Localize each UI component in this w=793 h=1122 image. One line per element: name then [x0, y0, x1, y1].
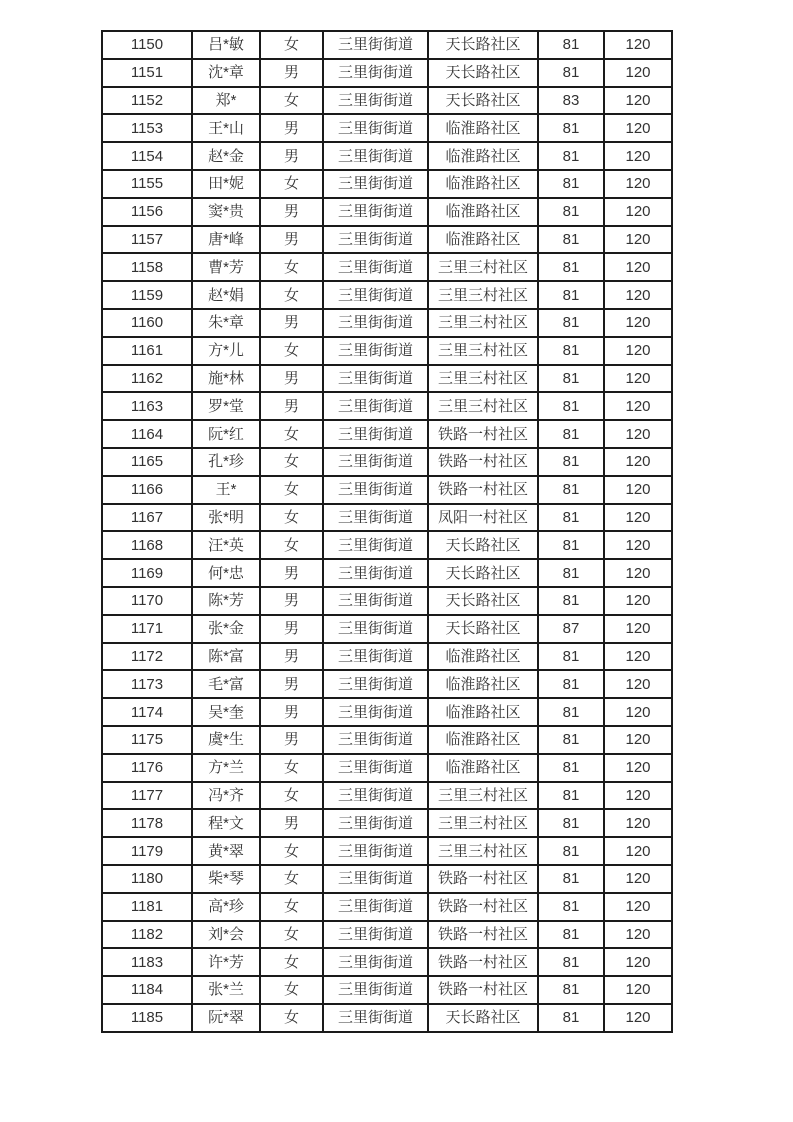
cell-score: 81	[538, 253, 604, 281]
cell-street: 三里街街道	[323, 587, 428, 615]
cell-serial-number: 1158	[102, 253, 192, 281]
cell-amount: 120	[604, 837, 672, 865]
roster-table	[101, 30, 673, 1033]
cell-score: 81	[538, 865, 604, 893]
table-row	[102, 921, 672, 949]
cell-gender: 男	[260, 226, 323, 254]
cell-community: 天长路社区	[428, 559, 538, 587]
cell-serial-number: 1157	[102, 226, 192, 254]
cell-amount: 120	[604, 476, 672, 504]
cell-score: 81	[538, 309, 604, 337]
cell-name: 王*山	[192, 114, 260, 142]
cell-gender: 男	[260, 59, 323, 87]
cell-gender: 女	[260, 253, 323, 281]
cell-community: 天长路社区	[428, 587, 538, 615]
cell-score: 81	[538, 420, 604, 448]
cell-score: 81	[538, 281, 604, 309]
cell-serial-number: 1185	[102, 1004, 192, 1032]
cell-community: 三里三村社区	[428, 782, 538, 810]
cell-street: 三里街街道	[323, 865, 428, 893]
cell-serial-number: 1177	[102, 782, 192, 810]
cell-community: 天长路社区	[428, 59, 538, 87]
cell-amount: 120	[604, 865, 672, 893]
cell-community: 三里三村社区	[428, 253, 538, 281]
cell-serial-number: 1160	[102, 309, 192, 337]
cell-gender: 男	[260, 309, 323, 337]
table-row	[102, 948, 672, 976]
cell-score: 81	[538, 754, 604, 782]
cell-amount: 120	[604, 114, 672, 142]
cell-score: 81	[538, 698, 604, 726]
table-row	[102, 698, 672, 726]
table-row	[102, 809, 672, 837]
table-row	[102, 281, 672, 309]
cell-serial-number: 1162	[102, 365, 192, 393]
cell-serial-number: 1173	[102, 670, 192, 698]
cell-amount: 120	[604, 504, 672, 532]
cell-name: 曹*芳	[192, 253, 260, 281]
cell-serial-number: 1183	[102, 948, 192, 976]
table-row	[102, 504, 672, 532]
cell-amount: 120	[604, 976, 672, 1004]
cell-amount: 120	[604, 531, 672, 559]
cell-serial-number: 1165	[102, 448, 192, 476]
cell-amount: 120	[604, 365, 672, 393]
cell-score: 81	[538, 504, 604, 532]
cell-amount: 120	[604, 698, 672, 726]
cell-street: 三里街街道	[323, 448, 428, 476]
table-row	[102, 309, 672, 337]
cell-serial-number: 1167	[102, 504, 192, 532]
cell-gender: 男	[260, 615, 323, 643]
cell-score: 81	[538, 587, 604, 615]
table-row	[102, 837, 672, 865]
cell-name: 高*珍	[192, 893, 260, 921]
cell-name: 陈*芳	[192, 587, 260, 615]
cell-name: 赵*金	[192, 142, 260, 170]
cell-score: 81	[538, 726, 604, 754]
cell-serial-number: 1161	[102, 337, 192, 365]
table-row	[102, 615, 672, 643]
cell-score: 81	[538, 59, 604, 87]
cell-amount: 120	[604, 726, 672, 754]
table-row	[102, 726, 672, 754]
cell-gender: 女	[260, 31, 323, 59]
cell-community: 天长路社区	[428, 1004, 538, 1032]
cell-amount: 120	[604, 392, 672, 420]
cell-gender: 男	[260, 114, 323, 142]
cell-amount: 120	[604, 142, 672, 170]
cell-amount: 120	[604, 893, 672, 921]
cell-street: 三里街街道	[323, 615, 428, 643]
cell-community: 三里三村社区	[428, 837, 538, 865]
cell-name: 何*忠	[192, 559, 260, 587]
table-row	[102, 226, 672, 254]
cell-amount: 120	[604, 448, 672, 476]
cell-serial-number: 1166	[102, 476, 192, 504]
cell-gender: 女	[260, 87, 323, 115]
cell-amount: 120	[604, 309, 672, 337]
cell-community: 铁路一村社区	[428, 865, 538, 893]
cell-street: 三里街街道	[323, 226, 428, 254]
cell-street: 三里街街道	[323, 809, 428, 837]
cell-community: 临淮路社区	[428, 114, 538, 142]
cell-name: 王*	[192, 476, 260, 504]
cell-amount: 120	[604, 643, 672, 671]
cell-score: 81	[538, 392, 604, 420]
cell-score: 81	[538, 559, 604, 587]
cell-community: 临淮路社区	[428, 226, 538, 254]
table-row	[102, 114, 672, 142]
cell-gender: 女	[260, 1004, 323, 1032]
cell-serial-number: 1151	[102, 59, 192, 87]
cell-gender: 女	[260, 754, 323, 782]
cell-street: 三里街街道	[323, 365, 428, 393]
table-row	[102, 643, 672, 671]
cell-gender: 男	[260, 198, 323, 226]
cell-amount: 120	[604, 754, 672, 782]
cell-street: 三里街街道	[323, 253, 428, 281]
cell-name: 朱*章	[192, 309, 260, 337]
cell-community: 铁路一村社区	[428, 420, 538, 448]
cell-street: 三里街街道	[323, 1004, 428, 1032]
cell-community: 天长路社区	[428, 531, 538, 559]
cell-name: 柴*琴	[192, 865, 260, 893]
cell-score: 81	[538, 365, 604, 393]
cell-name: 阮*翠	[192, 1004, 260, 1032]
cell-name: 田*妮	[192, 170, 260, 198]
cell-amount: 120	[604, 337, 672, 365]
cell-gender: 女	[260, 921, 323, 949]
cell-gender: 女	[260, 531, 323, 559]
table-row	[102, 59, 672, 87]
cell-name: 张*兰	[192, 976, 260, 1004]
cell-amount: 120	[604, 198, 672, 226]
cell-name: 冯*齐	[192, 782, 260, 810]
cell-gender: 女	[260, 782, 323, 810]
table-row	[102, 893, 672, 921]
cell-community: 凤阳一村社区	[428, 504, 538, 532]
cell-serial-number: 1156	[102, 198, 192, 226]
cell-gender: 男	[260, 670, 323, 698]
cell-gender: 女	[260, 476, 323, 504]
cell-gender: 女	[260, 865, 323, 893]
cell-street: 三里街街道	[323, 31, 428, 59]
table-row	[102, 87, 672, 115]
cell-score: 81	[538, 31, 604, 59]
cell-name: 方*兰	[192, 754, 260, 782]
cell-score: 87	[538, 615, 604, 643]
cell-street: 三里街街道	[323, 392, 428, 420]
cell-name: 郑*	[192, 87, 260, 115]
cell-gender: 女	[260, 337, 323, 365]
cell-serial-number: 1163	[102, 392, 192, 420]
cell-street: 三里街街道	[323, 420, 428, 448]
cell-name: 吴*奎	[192, 698, 260, 726]
cell-score: 83	[538, 87, 604, 115]
cell-street: 三里街街道	[323, 948, 428, 976]
cell-name: 黄*翠	[192, 837, 260, 865]
table-row	[102, 587, 672, 615]
cell-name: 施*林	[192, 365, 260, 393]
cell-street: 三里街街道	[323, 754, 428, 782]
cell-score: 81	[538, 170, 604, 198]
cell-gender: 女	[260, 281, 323, 309]
cell-gender: 女	[260, 420, 323, 448]
table-row	[102, 976, 672, 1004]
cell-street: 三里街街道	[323, 198, 428, 226]
cell-name: 吕*敏	[192, 31, 260, 59]
cell-community: 临淮路社区	[428, 726, 538, 754]
table-row	[102, 253, 672, 281]
cell-gender: 男	[260, 587, 323, 615]
cell-serial-number: 1180	[102, 865, 192, 893]
cell-amount: 120	[604, 670, 672, 698]
cell-community: 三里三村社区	[428, 309, 538, 337]
table-row	[102, 531, 672, 559]
cell-street: 三里街街道	[323, 504, 428, 532]
cell-name: 方*儿	[192, 337, 260, 365]
cell-score: 81	[538, 226, 604, 254]
cell-serial-number: 1179	[102, 837, 192, 865]
cell-community: 临淮路社区	[428, 643, 538, 671]
cell-community: 铁路一村社区	[428, 921, 538, 949]
cell-gender: 男	[260, 142, 323, 170]
table-row	[102, 170, 672, 198]
cell-score: 81	[538, 448, 604, 476]
table-row	[102, 782, 672, 810]
cell-street: 三里街街道	[323, 59, 428, 87]
cell-street: 三里街街道	[323, 893, 428, 921]
cell-community: 铁路一村社区	[428, 893, 538, 921]
cell-name: 程*文	[192, 809, 260, 837]
table-row	[102, 670, 672, 698]
cell-score: 81	[538, 782, 604, 810]
table-row	[102, 392, 672, 420]
cell-community: 天长路社区	[428, 87, 538, 115]
table-row	[102, 31, 672, 59]
cell-gender: 女	[260, 504, 323, 532]
cell-street: 三里街街道	[323, 921, 428, 949]
table-row	[102, 365, 672, 393]
cell-gender: 男	[260, 698, 323, 726]
cell-street: 三里街街道	[323, 309, 428, 337]
cell-community: 铁路一村社区	[428, 976, 538, 1004]
cell-amount: 120	[604, 31, 672, 59]
cell-street: 三里街街道	[323, 142, 428, 170]
cell-community: 临淮路社区	[428, 670, 538, 698]
cell-serial-number: 1154	[102, 142, 192, 170]
cell-name: 汪*英	[192, 531, 260, 559]
cell-amount: 120	[604, 170, 672, 198]
cell-serial-number: 1172	[102, 643, 192, 671]
cell-name: 赵*娟	[192, 281, 260, 309]
cell-score: 81	[538, 837, 604, 865]
cell-street: 三里街街道	[323, 670, 428, 698]
cell-street: 三里街街道	[323, 337, 428, 365]
cell-community: 临淮路社区	[428, 142, 538, 170]
cell-serial-number: 1168	[102, 531, 192, 559]
cell-amount: 120	[604, 1004, 672, 1032]
cell-street: 三里街街道	[323, 782, 428, 810]
cell-serial-number: 1169	[102, 559, 192, 587]
cell-amount: 120	[604, 87, 672, 115]
cell-amount: 120	[604, 921, 672, 949]
cell-gender: 男	[260, 365, 323, 393]
cell-serial-number: 1181	[102, 893, 192, 921]
cell-serial-number: 1184	[102, 976, 192, 1004]
cell-gender: 女	[260, 837, 323, 865]
cell-serial-number: 1178	[102, 809, 192, 837]
cell-score: 81	[538, 198, 604, 226]
cell-gender: 女	[260, 948, 323, 976]
cell-street: 三里街街道	[323, 531, 428, 559]
cell-street: 三里街街道	[323, 114, 428, 142]
cell-community: 天长路社区	[428, 31, 538, 59]
cell-score: 81	[538, 337, 604, 365]
cell-community: 三里三村社区	[428, 392, 538, 420]
cell-street: 三里街街道	[323, 726, 428, 754]
table-row	[102, 448, 672, 476]
cell-community: 铁路一村社区	[428, 948, 538, 976]
cell-serial-number: 1159	[102, 281, 192, 309]
cell-name: 阮*红	[192, 420, 260, 448]
cell-amount: 120	[604, 253, 672, 281]
cell-street: 三里街街道	[323, 281, 428, 309]
cell-community: 三里三村社区	[428, 365, 538, 393]
table-row	[102, 142, 672, 170]
cell-street: 三里街街道	[323, 476, 428, 504]
cell-community: 临淮路社区	[428, 198, 538, 226]
cell-street: 三里街街道	[323, 976, 428, 1004]
cell-community: 临淮路社区	[428, 698, 538, 726]
cell-gender: 女	[260, 976, 323, 1004]
cell-name: 张*金	[192, 615, 260, 643]
cell-gender: 女	[260, 448, 323, 476]
cell-community: 天长路社区	[428, 615, 538, 643]
cell-street: 三里街街道	[323, 559, 428, 587]
cell-score: 81	[538, 114, 604, 142]
table-row	[102, 754, 672, 782]
cell-name: 陈*富	[192, 643, 260, 671]
cell-serial-number: 1182	[102, 921, 192, 949]
cell-amount: 120	[604, 809, 672, 837]
cell-name: 虞*生	[192, 726, 260, 754]
cell-score: 81	[538, 670, 604, 698]
table-row	[102, 1004, 672, 1032]
cell-community: 铁路一村社区	[428, 476, 538, 504]
table-row	[102, 559, 672, 587]
cell-serial-number: 1170	[102, 587, 192, 615]
cell-name: 许*芳	[192, 948, 260, 976]
cell-serial-number: 1153	[102, 114, 192, 142]
table-row	[102, 476, 672, 504]
cell-score: 81	[538, 809, 604, 837]
cell-gender: 男	[260, 809, 323, 837]
cell-score: 81	[538, 142, 604, 170]
cell-community: 临淮路社区	[428, 754, 538, 782]
cell-serial-number: 1152	[102, 87, 192, 115]
cell-amount: 120	[604, 948, 672, 976]
cell-amount: 120	[604, 420, 672, 448]
cell-gender: 男	[260, 559, 323, 587]
cell-serial-number: 1164	[102, 420, 192, 448]
cell-amount: 120	[604, 587, 672, 615]
cell-serial-number: 1155	[102, 170, 192, 198]
cell-amount: 120	[604, 226, 672, 254]
cell-gender: 男	[260, 726, 323, 754]
cell-community: 三里三村社区	[428, 281, 538, 309]
cell-name: 毛*富	[192, 670, 260, 698]
cell-name: 窦*贵	[192, 198, 260, 226]
cell-score: 81	[538, 921, 604, 949]
cell-gender: 男	[260, 643, 323, 671]
cell-serial-number: 1175	[102, 726, 192, 754]
cell-amount: 120	[604, 615, 672, 643]
cell-street: 三里街街道	[323, 698, 428, 726]
cell-community: 三里三村社区	[428, 809, 538, 837]
cell-amount: 120	[604, 59, 672, 87]
cell-name: 刘*会	[192, 921, 260, 949]
cell-amount: 120	[604, 559, 672, 587]
cell-name: 唐*峰	[192, 226, 260, 254]
table-row	[102, 420, 672, 448]
cell-score: 81	[538, 976, 604, 1004]
cell-serial-number: 1150	[102, 31, 192, 59]
cell-score: 81	[538, 893, 604, 921]
cell-gender: 男	[260, 392, 323, 420]
cell-serial-number: 1174	[102, 698, 192, 726]
cell-street: 三里街街道	[323, 170, 428, 198]
cell-score: 81	[538, 531, 604, 559]
cell-name: 张*明	[192, 504, 260, 532]
cell-street: 三里街街道	[323, 643, 428, 671]
cell-community: 铁路一村社区	[428, 448, 538, 476]
cell-street: 三里街街道	[323, 837, 428, 865]
cell-community: 三里三村社区	[428, 337, 538, 365]
cell-score: 81	[538, 1004, 604, 1032]
cell-name: 沈*章	[192, 59, 260, 87]
cell-serial-number: 1171	[102, 615, 192, 643]
table-row	[102, 865, 672, 893]
cell-amount: 120	[604, 782, 672, 810]
cell-gender: 女	[260, 893, 323, 921]
cell-serial-number: 1176	[102, 754, 192, 782]
cell-name: 罗*堂	[192, 392, 260, 420]
cell-score: 81	[538, 948, 604, 976]
cell-score: 81	[538, 476, 604, 504]
cell-score: 81	[538, 643, 604, 671]
cell-name: 孔*珍	[192, 448, 260, 476]
cell-community: 临淮路社区	[428, 170, 538, 198]
cell-street: 三里街街道	[323, 87, 428, 115]
cell-gender: 女	[260, 170, 323, 198]
table-row	[102, 198, 672, 226]
table-row	[102, 337, 672, 365]
cell-amount: 120	[604, 281, 672, 309]
